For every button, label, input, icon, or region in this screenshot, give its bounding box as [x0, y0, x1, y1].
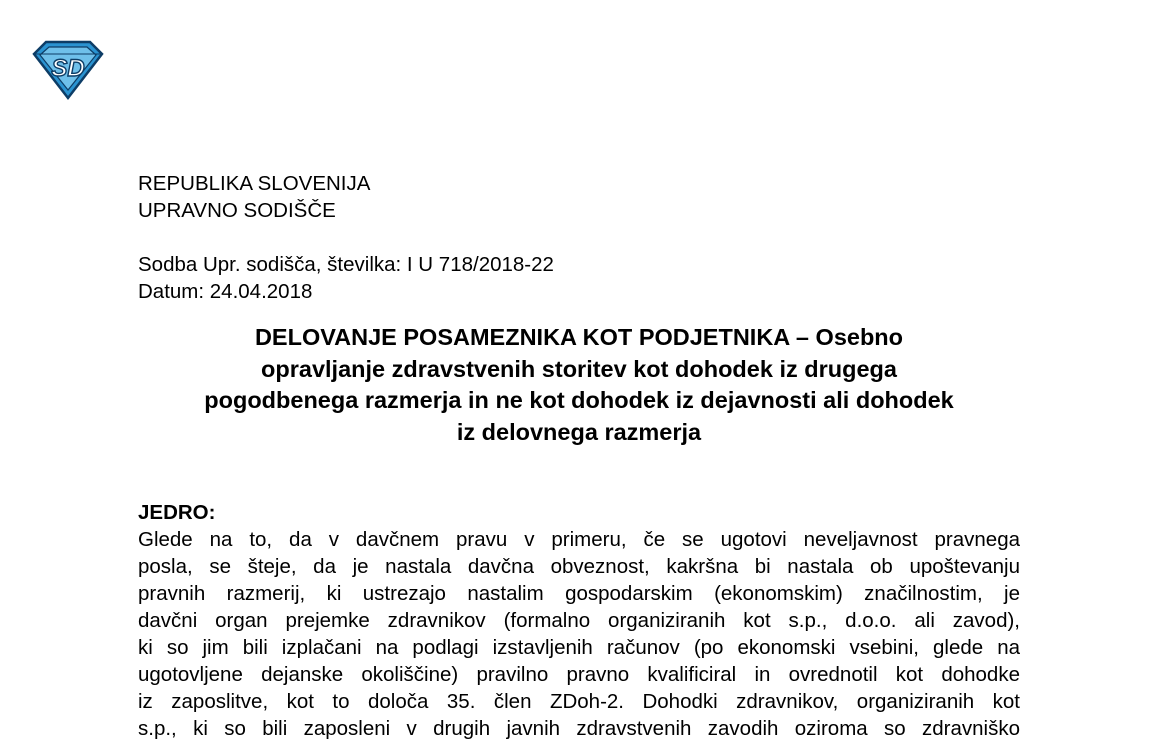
- paragraph-line: s.p., ki so bili zaposleni v drugih javnih zdravstvenih zavodih oziroma so zdravniško: [138, 717, 1020, 740]
- sd-diamond-logo-icon: [30, 38, 106, 102]
- paragraph-line: davčni organ prejemke zdravnikov (formalno organiziranih kot s.p., d.o.o. ali zavod),: [138, 609, 1020, 632]
- logo-text: SD: [51, 55, 85, 82]
- paragraph-line: ugotovljene dejanske okoliščine) pravilno pravno kvalificiral in ovrednotil kot dohodke: [138, 663, 1020, 686]
- title-line: DELOVANJE POSAMEZNIKA KOT PODJETNIKA – Osebno: [254, 324, 904, 350]
- case-number: Sodba Upr. sodišča, številka: I U 718/2018-22: [138, 253, 554, 276]
- paragraph-line: posla, se šteje, da je nastala davčna obveznost, kakršna bi nastala ob upoštevanju: [138, 555, 1020, 578]
- header-court: UPRAVNO SODIŠČE: [138, 199, 336, 222]
- paragraph-line: pravnih razmerij, ki ustrezajo nastalim gospodarskim (ekonomskim) značilnostim, je: [138, 582, 1020, 605]
- paragraph-line: ki so jim bili izplačani na podlagi izstavljenih računov (po ekonomski vsebini, glede na: [138, 636, 1020, 659]
- title-line: iz delovnega razmerja: [456, 418, 702, 445]
- title-line: pogodbenega razmerja in ne kot dohodek iz dejavnosti ali dohodek: [204, 387, 954, 413]
- header-country: REPUBLIKA SLOVENIJA: [138, 172, 371, 195]
- jedro-heading: JEDRO:: [138, 501, 216, 524]
- court-logo: [30, 38, 106, 102]
- case-date: Datum: 24.04.2018: [138, 280, 313, 303]
- paragraph-line: iz zaposlitve, kot to določa 35. člen ZDoh-2. Dohodki zdravnikov, organiziranih kot: [138, 690, 1020, 713]
- paragraph-line: Glede na to, da v davčnem pravu v primeru, če se ugotovi neveljavnost pravnega: [138, 528, 1020, 551]
- jedro-paragraph: [138, 526, 1020, 742]
- title-line: opravljanje zdravstvenih storitev kot dohodek iz drugega: [261, 355, 897, 382]
- document-title: [138, 322, 1020, 448]
- document-body: [138, 170, 1020, 742]
